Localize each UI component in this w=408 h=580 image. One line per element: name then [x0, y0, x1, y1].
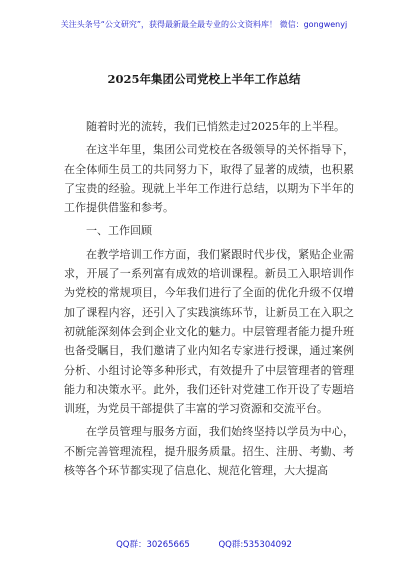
- promo-banner: 关注头条号“公文研究”，获得最新最全最专业的公文资料库！ 微信：gongwenyj: [60, 20, 348, 29]
- qq-group-2: QQ群:535304092: [218, 540, 292, 550]
- page-footer: [0, 538, 408, 550]
- document-title: 2025年集团公司党校上半年工作总结: [107, 72, 301, 86]
- training-paragraph: 在教学培训工作方面，我们紧跟时代步伐，紧贴企业需求，开展了一系列富有成效的培训课程。新员工入职培训作为党校的常规项目，今年我们进行了全面的优化升级不仅增加了课程内容，还引入了实践演练环节，让新员工在入职之初就能深刻体会到企业文化的魅力。中层管理者能力提升班也备受瞩目，我们邀请了业内知名专家进行授课，通过案例分析、小组讨论等多种形式，有效提升了中层管理者的管理能力和决策水平。此外，我们还针对党建工作开设了专题培训班，为党员干部提供了丰富的学习资源和交流平台。: [64, 247, 354, 416]
- qq-group-1: QQ群：30265665: [116, 540, 190, 550]
- section-heading: 一、工作回顾: [86, 224, 152, 238]
- document-body: [64, 117, 354, 484]
- intro-paragraph: 随着时光的流转，我们已悄然走过2025年的上半程。: [86, 120, 345, 133]
- overview-paragraph: 在这半年里，集团公司党校在各级领导的关怀指导下，在全体师生员工的共同努力下，取得了显著的成绩，也积累了宝贵的经验。现就上半年工作进行总结，以期为下半年的工作提供借鉴和参考。: [64, 143, 354, 215]
- student-management-paragraph: 在学员管理与服务方面，我们始终坚持以学员为中心，不断完善管理流程，提升服务质量。招生、注册、考勤、考核等各个环节都实现了信息化、规范化管理，大大提高: [64, 425, 354, 478]
